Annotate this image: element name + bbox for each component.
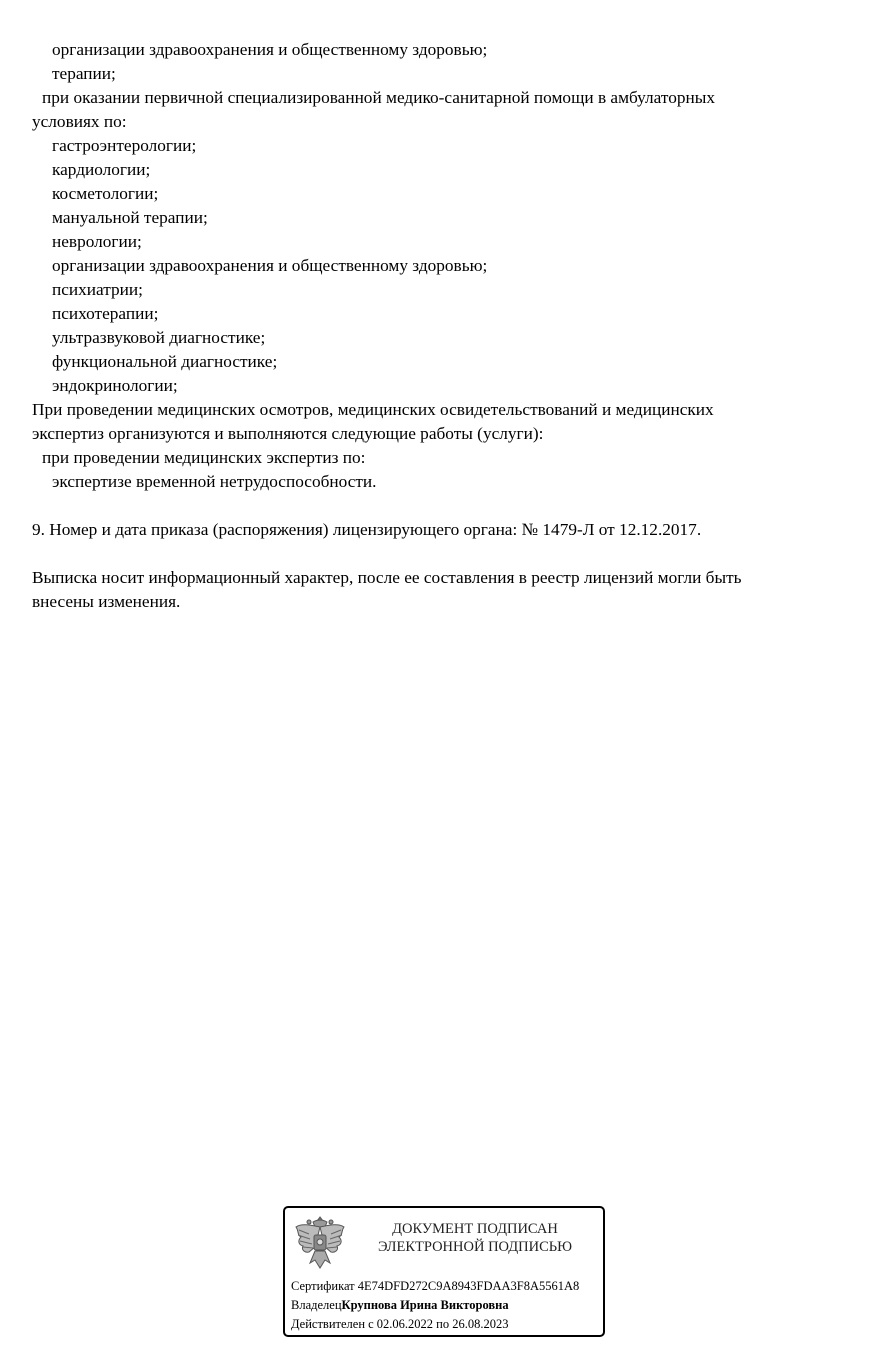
text-line: эндокринологии; — [52, 376, 178, 395]
text-line: условиях по: — [32, 112, 127, 131]
blank-line — [32, 494, 862, 518]
owner-label: Владелец — [291, 1298, 342, 1312]
stamp-details — [291, 1277, 579, 1334]
certificate-value: 4E74DFD272C9A8943FDAA3F8A5561A8 — [357, 1279, 580, 1293]
text-line: Выписка носит информационный характер, после ее составления в реестр лицензий могли быть — [32, 568, 742, 587]
certificate-label: Сертификат — [291, 1279, 355, 1293]
text-line: ультразвуковой диагностике; — [52, 328, 266, 347]
stamp-heading-line2: ЭЛЕКТРОННОЙ ПОДПИСЬЮ — [377, 1239, 573, 1255]
stamp-heading-line1: ДОКУМЕНТ ПОДПИСАН — [392, 1221, 558, 1237]
text-line: неврологии; — [52, 232, 142, 251]
text-line: косметологии; — [52, 184, 159, 203]
text-line: При проведении медицинских осмотров, медицинских освидетельствований и медицинских — [32, 400, 714, 419]
electronic-signature-stamp — [283, 1206, 605, 1337]
validity-row: Действителен с 02.06.2022 по 26.08.2023 — [291, 1317, 509, 1331]
text-line: мануальной терапии; — [52, 208, 208, 227]
blank-line — [32, 542, 862, 566]
russian-coat-of-arms-icon — [293, 1213, 347, 1275]
text-line: гастроэнтерологии; — [52, 136, 197, 155]
text-line: при оказании первичной специализированной медико-санитарной помощи в амбулаторных — [42, 88, 715, 107]
certificate-row — [291, 1277, 579, 1296]
text-line: кардиологии; — [52, 160, 151, 179]
text-line: психотерапии; — [52, 304, 159, 323]
text-line: 9. Номер и дата приказа (распоряжения) лицензирующего органа: № 1479-Л от 12.12.2017. — [32, 520, 702, 539]
owner-value: Крупнова Ирина Викторовна — [341, 1298, 509, 1312]
text-line: организации здравоохранения и общественному здоровью; — [52, 256, 488, 275]
text-line: организации здравоохранения и общественному здоровью; — [52, 40, 488, 59]
text-line: внесены изменения. — [32, 592, 181, 611]
text-line: экспертиз организуются и выполняются следующие работы (услуги): — [32, 424, 544, 443]
text-line: функциональной диагностике; — [52, 352, 278, 371]
stamp-heading — [355, 1220, 595, 1256]
document-body — [32, 38, 862, 614]
text-line: терапии; — [52, 64, 116, 83]
owner-row — [291, 1296, 579, 1315]
text-line: психиатрии; — [52, 280, 143, 299]
text-line: при проведении медицинских экспертиз по: — [42, 448, 366, 467]
text-line: экспертизе временной нетрудоспособности. — [52, 472, 377, 491]
